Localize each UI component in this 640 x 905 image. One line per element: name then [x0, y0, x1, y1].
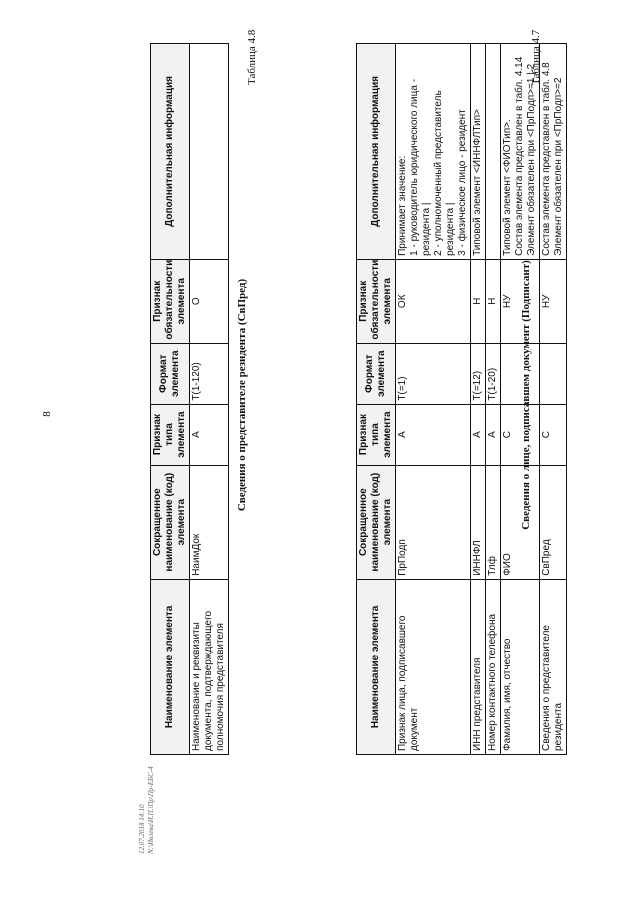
- header-name: Наименование элемента: [151, 579, 190, 754]
- cell-required: Н: [471, 259, 486, 343]
- table-header-row: [357, 44, 396, 755]
- table-row: [396, 44, 471, 755]
- cell-code: НаимДок: [190, 465, 229, 579]
- cell-type: А: [486, 404, 501, 465]
- cell-name: Номер контактного телефона: [486, 579, 501, 754]
- header-info: Дополнительная информация: [357, 44, 396, 260]
- table-row: [486, 44, 501, 755]
- header-required: Признак обязательности элемента: [357, 259, 396, 343]
- table-4-8-label: Таблица 4.8: [246, 29, 258, 85]
- cell-info: Принимает значение: 1 - руководитель юридического лица - резидента | 2 - уполномоченный представитель резидента | 3 - физическое лицо - резидент: [396, 44, 471, 260]
- header-code: Сокращенное наименование (код) элемента: [151, 465, 190, 579]
- table-row: [190, 44, 229, 755]
- cell-format: [540, 343, 567, 404]
- cell-code: ИННФЛ: [471, 465, 486, 579]
- cell-required: Н: [486, 259, 501, 343]
- cell-code: ПрПодп: [396, 465, 471, 579]
- cell-format: T(1-120): [190, 343, 229, 404]
- cell-name: Фамилия, имя, отчество: [501, 579, 540, 754]
- cell-info: Типовой элемент <ИННФЛТип>: [471, 44, 486, 260]
- cell-info: [486, 44, 501, 260]
- header-required: Признак обязательности элемента: [151, 259, 190, 343]
- cell-required: НУ: [501, 259, 540, 343]
- page-number: 8: [40, 411, 53, 417]
- header-name: Наименование элемента: [357, 579, 396, 754]
- header-type: Признак типа элемента: [151, 404, 190, 465]
- cell-code: СвПред: [540, 465, 567, 579]
- table-4-7-label: Таблица 4.7: [530, 29, 542, 85]
- table-4-8-caption: Сведения о представителе резидента (СвПред): [236, 278, 248, 512]
- table-row: [501, 44, 540, 755]
- cell-name: Наименование и реквизиты документа, подтверждающего полномочия представителя: [190, 579, 229, 754]
- cell-type: А: [190, 404, 229, 465]
- header-format: Формат элемента: [357, 343, 396, 404]
- table-4-7: [356, 43, 567, 755]
- header-info: Дополнительная информация: [151, 44, 190, 260]
- cell-info: [190, 44, 229, 260]
- cell-code: ФИО: [501, 465, 540, 579]
- table-4-7-caption: Сведения о лице, подписавшем документ (Подписант): [520, 260, 532, 530]
- cell-type: А: [396, 404, 471, 465]
- stamp-line: 12.07.2018 14:10: [138, 804, 146, 854]
- table-row: [540, 44, 567, 755]
- cell-name: ИНН представителя: [471, 579, 486, 754]
- header-code: Сокращенное наименование (код) элемента: [357, 465, 396, 579]
- stamp-line: N:\Ивлева\И.П.\Пр\Пр-ЕБС-4: [147, 766, 155, 854]
- header-format: Формат элемента: [151, 343, 190, 404]
- cell-required: О: [190, 259, 229, 343]
- cell-required: НУ: [540, 259, 567, 343]
- cell-required: ОК: [396, 259, 471, 343]
- cell-type: С: [540, 404, 567, 465]
- cell-type: А: [471, 404, 486, 465]
- cell-format: [501, 343, 540, 404]
- cell-format: T(=1): [396, 343, 471, 404]
- cell-format: T(=12): [471, 343, 486, 404]
- cell-name: Признак лица, подписавшего документ: [396, 579, 471, 754]
- cell-type: С: [501, 404, 540, 465]
- cell-name: Сведения о представителе резидента: [540, 579, 567, 754]
- cell-info: Типовой элемент <ФИОТип>. Состав элемента представлен в табл. 4.14 Элемент обязателен при <ПрПодп>=1 | 2: [501, 44, 540, 260]
- header-type: Признак типа элемента: [357, 404, 396, 465]
- cell-info: Состав элемента представлен в табл. 4.8 Элемент обязателен при <ПрПодп>=2: [540, 44, 567, 260]
- table-row: [471, 44, 486, 755]
- table-header-row: [151, 44, 190, 755]
- table-4-8: [150, 43, 229, 755]
- cell-code: Тлф: [486, 465, 501, 579]
- cell-format: T(1-20): [486, 343, 501, 404]
